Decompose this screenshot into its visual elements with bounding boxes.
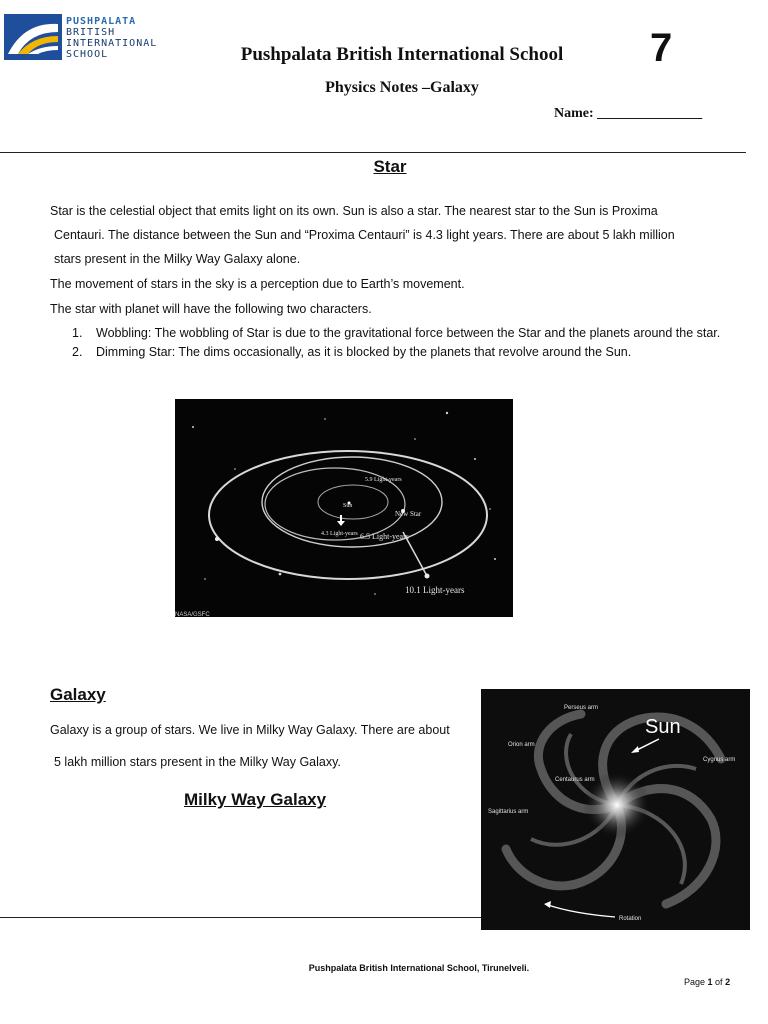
star-marker	[425, 574, 430, 579]
star-para-line-3: stars present in the Milky Way Galaxy alone.	[54, 252, 301, 266]
label-rotation: Rotation	[619, 916, 642, 922]
page-of: of	[712, 977, 726, 987]
star-characteristics-list	[72, 325, 742, 363]
galaxy-line-2: 5 lakh million stars present in the Milky Way Galaxy.	[54, 755, 341, 769]
logo-line-3: INTERNATIONAL	[66, 38, 158, 49]
label-sagittarius-arm: Sagittarius arm	[488, 809, 529, 815]
label-mid-distance: 6.5 Light-years	[360, 532, 409, 541]
header-divider	[0, 152, 746, 153]
galaxy-line-1: Galaxy is a group of stars. We live in Milky Way Galaxy. There are about	[50, 723, 450, 737]
label-perseus-arm: Perseus arm	[564, 705, 599, 711]
list-item-number: 2.	[72, 345, 83, 359]
star-paragraph-2: The movement of stars in the sky is a perception due to Earth’s movement.	[50, 277, 465, 291]
document-subtitle: Physics Notes –Galaxy	[325, 79, 479, 96]
star-heading: Star	[373, 157, 407, 176]
list-item-text: Dimming Star: The dims occasionally, as it is blocked by the planets that revolve around the Sun.	[96, 345, 632, 359]
footer-school: Pushpalata British International School, Tirunelveli.	[308, 963, 530, 973]
list-item-text: Wobbling: The wobbling of Star is due to the gravitational force between the Star and the planets around the star.	[96, 326, 721, 340]
school-title: Pushpalata British International School	[240, 44, 564, 65]
label-sun: Sun	[645, 716, 681, 738]
label-outer-distance: 10.1 Light-years	[405, 585, 465, 595]
footer-divider	[0, 917, 481, 918]
galaxy-heading: Galaxy	[50, 685, 106, 704]
star-para-line-2: Centauri. The distance between the Sun and “Proxima Centauri” is 4.3 light years. There are about 5 lakh million	[54, 228, 675, 242]
page-prefix: Page	[684, 977, 708, 987]
label-cygnus-arm: Cygnus arm	[703, 757, 736, 763]
star-marker	[215, 537, 219, 541]
list-item-number: 1.	[72, 326, 83, 340]
grade-number: 7	[650, 26, 673, 70]
logo-line-1: PUSHPALATA	[66, 16, 137, 27]
label-sun: Sun	[343, 503, 353, 509]
page-number	[684, 977, 730, 987]
star-paragraph-3: The star with planet will have the following two characters.	[50, 302, 372, 316]
milky-way-figure	[481, 689, 750, 930]
page-current: 1	[707, 977, 713, 987]
page-total: 2	[725, 977, 731, 987]
label-inner-distance: 5.9 Light-years	[365, 477, 402, 483]
label-new-star: New Star	[395, 510, 422, 518]
milky-way-heading: Milky Way Galaxy	[184, 790, 327, 809]
label-proxima-distance: 4.3 Light-years	[321, 531, 358, 537]
star-paragraph-1	[50, 203, 740, 275]
logo-line-4: SCHOOL	[66, 49, 109, 60]
star-orbits-figure	[175, 399, 513, 617]
label-orion-arm: Orion arm	[508, 742, 535, 748]
figure-credit: NASA/GSFC	[175, 612, 210, 617]
name-field: Name: _______________	[554, 106, 703, 121]
logo-line-2: BRITISH	[66, 27, 116, 38]
list-item	[72, 325, 742, 341]
star-para-line-1: Star is the celestial object that emits light on its own. Sun is also a star. The nearest star to the Sun is Proxima	[50, 204, 658, 218]
label-centaurus-arm: Centaurus arm	[555, 777, 595, 783]
list-item	[72, 344, 742, 360]
